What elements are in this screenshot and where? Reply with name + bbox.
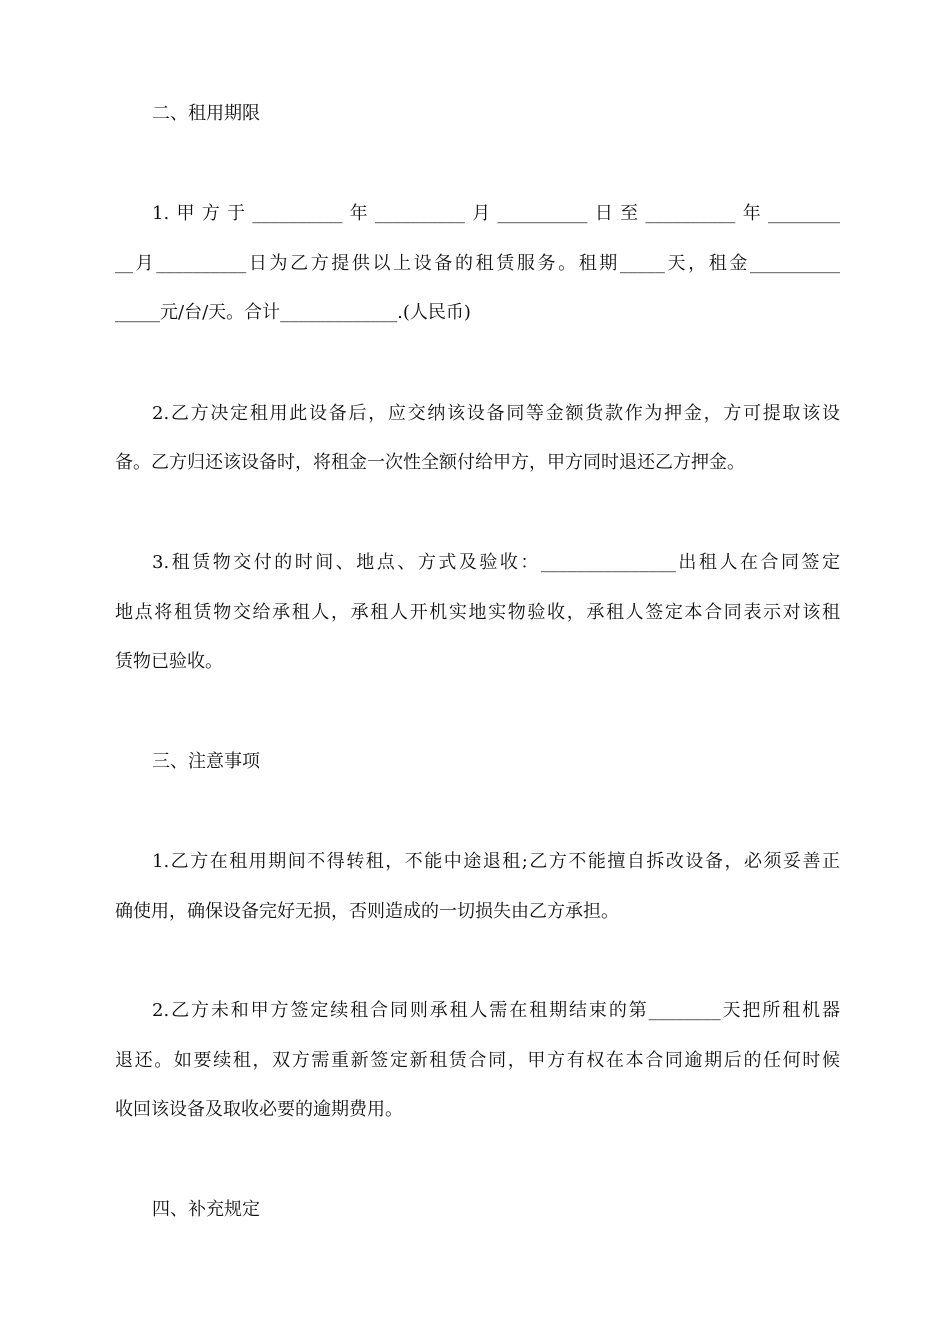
paragraph-line: 地点将租赁物交给承租人，承租人开机实地实物验收，承租人签定本合同表示对该租 — [115, 602, 840, 623]
paragraph-line: _____元/台/天。合计_____________.(人民币) — [115, 302, 471, 323]
paragraph-line: 1.甲方于__________年__________月__________日至__________年________ — [152, 203, 840, 224]
paragraph-line: 收回该设备及取收必要的逾期费用。 — [115, 1099, 403, 1120]
paragraph-line: 备。乙方归还该设备时，将租金一次性全额付给甲方，甲方同时退还乙方押金。 — [115, 452, 745, 473]
section-heading-supplementary: 四、补充规定 — [152, 1199, 260, 1220]
paragraph-line: 1.乙方在租用期间不得转租，不能中途退租;乙方不能擅自拆改设备，必须妥善正 — [152, 851, 840, 872]
paragraph-line: __月__________日为乙方提供以上设备的租赁服务。租期_____天，租金__________ — [115, 253, 840, 274]
paragraph-line: 退还。如要续租，双方需重新签定新租赁合同，甲方有权在本合同逾期后的任何时候 — [115, 1050, 840, 1071]
paragraph-line: 确使用，确保设备完好无损，否则造成的一切损失由乙方承担。 — [115, 901, 619, 922]
paragraph-line: 赁物已验收。 — [115, 651, 223, 672]
paragraph-line: 2.乙方决定租用此设备后，应交纳该设备同等金额货款作为押金，方可提取该设 — [152, 403, 840, 424]
section-heading-notes: 三、注意事项 — [152, 751, 260, 772]
paragraph-line: 3.租赁物交付的时间、地点、方式及验收：_______________出租人在合同签定 — [152, 552, 840, 573]
paragraph-line: 2.乙方未和甲方签定续租合同则承租人需在租期结束的第________天把所租机器 — [152, 1000, 840, 1021]
section-heading-rental-period: 二、租用期限 — [152, 103, 260, 124]
